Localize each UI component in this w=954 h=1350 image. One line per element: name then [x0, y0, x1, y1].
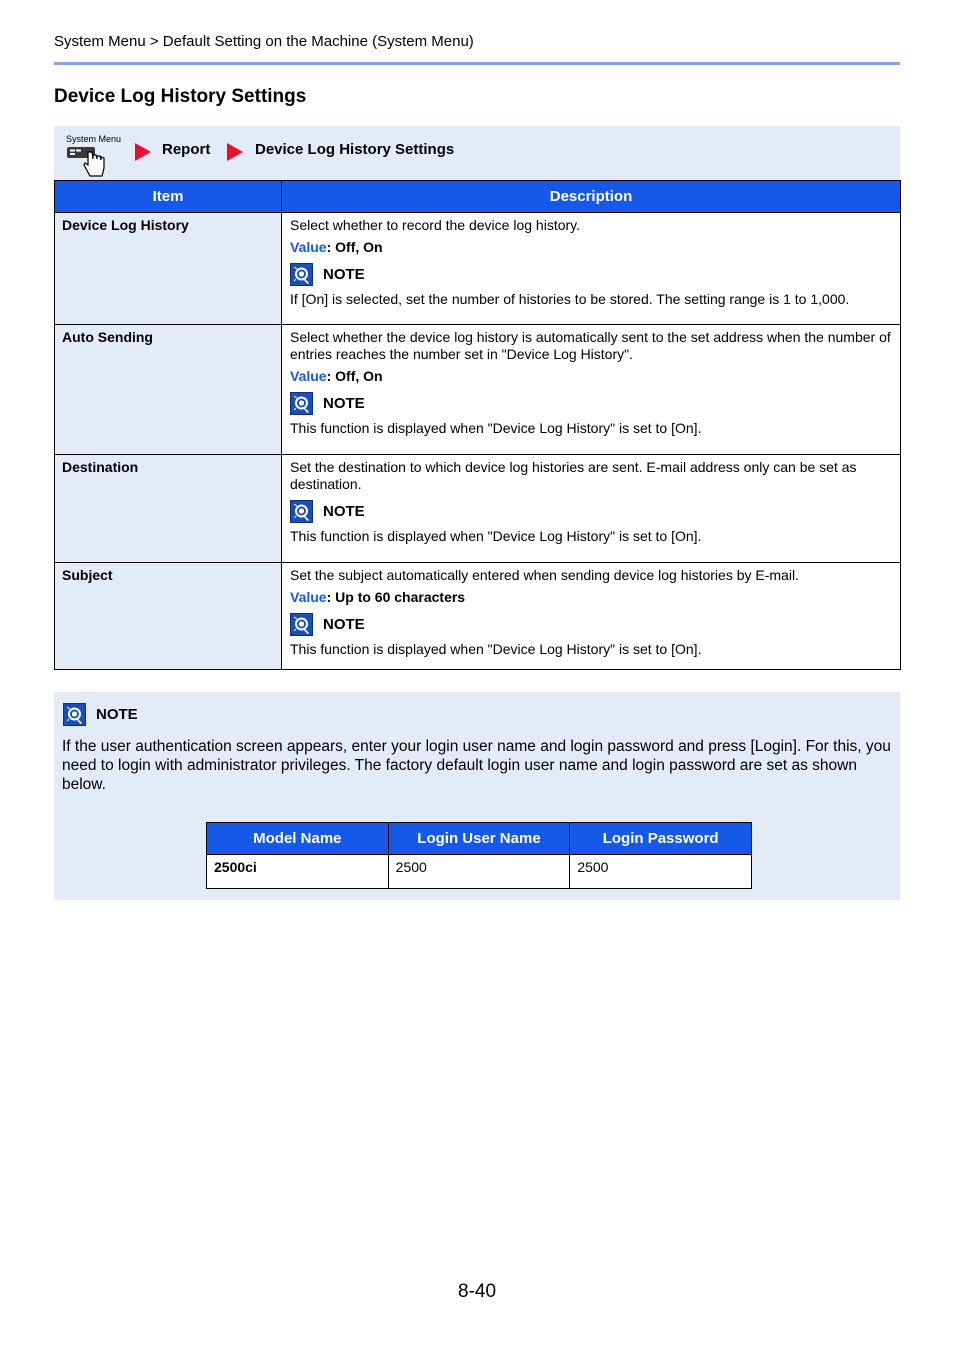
note-icon: [63, 703, 86, 726]
path-step-report[interactable]: Report: [162, 141, 211, 158]
hand-press-icon: [66, 134, 126, 178]
table-row: [55, 563, 901, 670]
note-heading: [290, 390, 892, 416]
value-label: Value: [290, 589, 327, 605]
row-description: Set the subject automatically entered when sending device log histories by E-mail.: [290, 567, 799, 583]
model-name-cell: 2500ci: [207, 855, 389, 889]
note-heading: [290, 611, 892, 637]
note-heading: [290, 498, 892, 524]
table-header-row: [55, 181, 901, 213]
column-header-description: Description: [282, 181, 901, 213]
note-icon: [290, 392, 313, 415]
table-row: [207, 855, 752, 889]
row-description-cell: [282, 455, 901, 563]
row-description: Set the destination to which device log histories are sent. E-mail address only can be set as destination.: [290, 459, 857, 492]
note-text: If the user authentication screen appears, enter your login user name and login password and press [Login]. For this, you need to login with administrator privileges. The factory default login user name and login password are set as shown below.: [62, 738, 891, 793]
row-description-cell: [282, 325, 901, 455]
header-divider: [54, 62, 900, 65]
row-item-label: Destination: [55, 455, 282, 563]
login-user-name-cell: 2500: [388, 855, 570, 889]
table-row: [55, 455, 901, 563]
path-arrow-icon: [227, 143, 243, 161]
value-text: : Up to 60 characters: [326, 589, 466, 605]
column-header-item: Item: [55, 181, 282, 213]
note-text: This function is displayed when "Device Log History" is set to [On].: [290, 528, 702, 544]
path-arrow-icon: [135, 143, 151, 161]
note-label: NOTE: [323, 502, 365, 520]
note-icon: [290, 500, 313, 523]
note-text: This function is displayed when "Device Log History" is set to [On].: [290, 641, 702, 657]
row-item-label: Auto Sending: [55, 325, 282, 455]
note-heading: [290, 261, 892, 287]
row-description: Select whether to record the device log history.: [290, 217, 581, 233]
value-text: : Off, On: [326, 368, 383, 384]
value-label: Value: [290, 239, 327, 255]
row-value: [290, 368, 892, 385]
row-item-label: Subject: [55, 563, 282, 670]
note-label: NOTE: [323, 265, 365, 283]
note-box: [54, 692, 900, 900]
row-value: [290, 239, 892, 256]
navigation-path: [54, 126, 900, 180]
breadcrumb: System Menu > Default Setting on the Machine (System Menu): [54, 33, 474, 50]
column-header-login-password: Login Password: [570, 823, 752, 855]
value-text: : Off, On: [326, 239, 383, 255]
table-row: [55, 213, 901, 325]
row-description-cell: [282, 213, 901, 325]
note-label: NOTE: [323, 615, 365, 633]
note-icon: [290, 613, 313, 636]
note-label: NOTE: [96, 706, 138, 723]
row-description: Select whether the device log history is automatically sent to the set address when the number of entries reaches the number set in "Device Log History".: [290, 329, 891, 362]
row-item-label: Device Log History: [55, 213, 282, 325]
settings-table: [54, 180, 901, 670]
row-value: [290, 589, 892, 606]
value-label: Value: [290, 368, 327, 384]
system-menu-key-label: System Menu: [66, 134, 122, 144]
table-header-row: [207, 823, 752, 855]
table-row: [55, 325, 901, 455]
note-heading: [63, 703, 138, 726]
login-password-cell: 2500: [570, 855, 752, 889]
row-description-cell: [282, 563, 901, 670]
page-title: Device Log History Settings: [54, 86, 307, 107]
column-header-login-user-name: Login User Name: [388, 823, 570, 855]
note-label: NOTE: [323, 394, 365, 412]
path-step-device-log-history-settings[interactable]: Device Log History Settings: [255, 141, 455, 158]
column-header-model-name: Model Name: [207, 823, 389, 855]
system-menu-key-icon: [66, 134, 126, 178]
note-text: If [On] is selected, set the number of histories to be stored. The setting range is 1 to 1,000.: [290, 291, 850, 307]
page-number: 8-40: [458, 1281, 497, 1302]
login-table: [206, 822, 752, 889]
note-icon: [290, 263, 313, 286]
note-text: This function is displayed when "Device Log History" is set to [On].: [290, 420, 702, 436]
